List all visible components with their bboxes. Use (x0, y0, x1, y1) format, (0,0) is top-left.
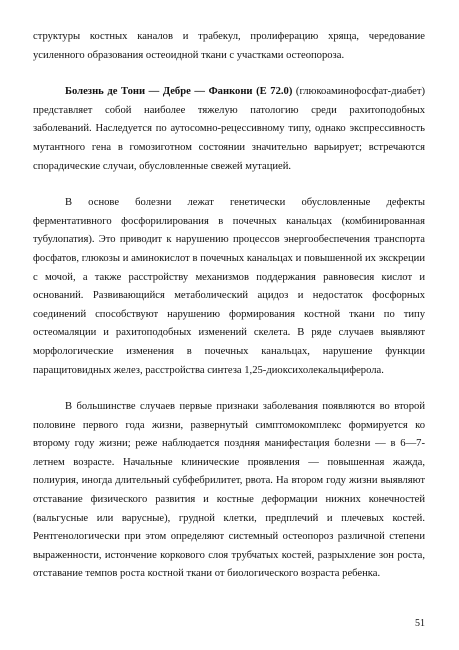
paragraph-continuation: структуры костных каналов и трабекул, пролиферацию хряща, чередование усиленного образования остеоидной ткани с участками остеопороза. (33, 31, 425, 61)
disease-title: Болезнь де Тони — Дебре — Фанкони (E 72.0) (65, 86, 293, 98)
paragraph-clinical: В большинстве случаев первые признаки заболевания появляются во второй половине первого года жизни, развернутый симптомокомплекс формируется ко второму году жизни; реже наблюдается поздняя манифестация болезни — в 6—7-летнем возрасте. Начальные клинические проявления — повышенная жажда, полиурия, иногда длительный субфебрилитет, рвота. На втором году жизни выявляют отставание физического развития и костные деформации нижних конечностей (вальгусные или варусные), грудной клетки, предплечий и плечевых костей. Рентгенологически при этом определяют системный остеопороз различной степени выраженности, истончение коркового слоя трубчатых костей, разрыхление зон роста, отставание темпов роста костной ткани от биологического возраста ребенка. (33, 401, 425, 580)
disease-intro-text: (глюкоаминофосфат-диабет) представляет собой наиболее тяжелую патологию среди рахитоподобных заболеваний. Наследуется по аутосомно-рецессивному типу, однако экспрессивность мутантного гена в гомозиготном состоянии значительно варьирует; встречаются спорадические случаи, обусловленные свежей мутацией. (33, 86, 425, 172)
document-page (33, 28, 425, 584)
page-number: 51 (415, 618, 425, 629)
paragraph-disease-intro (33, 83, 425, 176)
paragraph-pathogenesis: В основе болезни лежат генетически обусловленные дефекты ферментативного фосфорилирования в почечных канальцах (комбинированная тубулопатия). Это приводит к нарушению процессов энергообеспечения транспорта фосфатов, глюкозы и аминокислот в почечных канальцах и повышенной их экскреции с мочой, а также расстройству механизмов поддержания равновесия кислот и оснований. Развивающийся метаболический ацидоз и недостаток фосфорных соединений способствуют нарушению формирования костной ткани по типу остеомаляции и рахитоподобных изменений скелета. В ряде случаев выявляют морфологические изменения в почечных канальцах, нарушение функции паращитовидных желез, расстройства синтеза 1,25-диоксихолекальциферола. (33, 197, 425, 376)
